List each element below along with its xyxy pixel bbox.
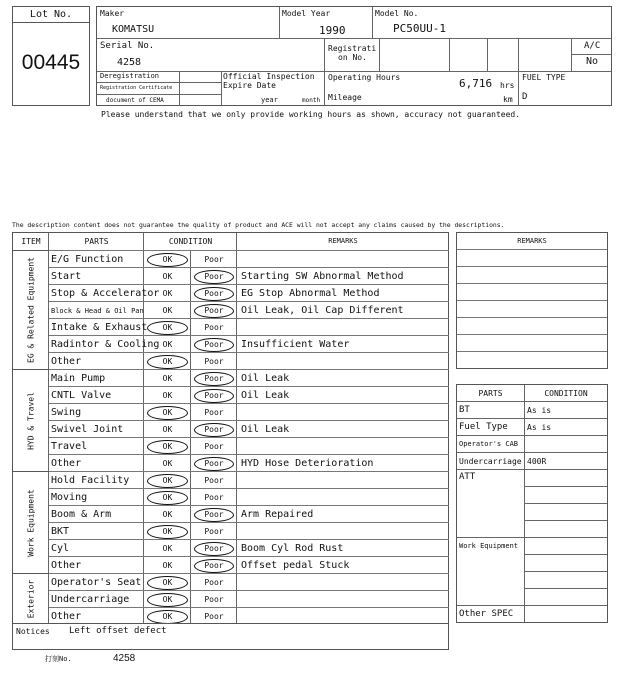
mileage-label: Mileage bbox=[328, 93, 362, 102]
condition-ok bbox=[144, 353, 191, 370]
ok-label: OK bbox=[162, 306, 173, 315]
registration-label-1: Registrati bbox=[328, 44, 377, 53]
condition-poor bbox=[191, 489, 237, 506]
selected-circle bbox=[194, 542, 234, 556]
condition-poor bbox=[191, 251, 237, 268]
selected-circle bbox=[147, 491, 188, 505]
poor-label: Poor bbox=[204, 374, 224, 383]
part-name: Hold Facility bbox=[51, 475, 130, 486]
table-row bbox=[49, 505, 449, 522]
stamp-label: 打刻No. bbox=[45, 655, 72, 663]
condition-poor bbox=[191, 302, 237, 319]
condition-ok bbox=[144, 387, 191, 404]
part-name: Swivel Joint bbox=[51, 424, 124, 435]
lot-box bbox=[12, 6, 90, 106]
ok-label: OK bbox=[162, 289, 173, 298]
lot-label-cell bbox=[13, 7, 89, 23]
condition-ok bbox=[144, 489, 191, 506]
cema-document-label: document of CEMA bbox=[106, 97, 164, 104]
stamp-value: 4258 bbox=[113, 653, 136, 664]
poor-label: Poor bbox=[204, 306, 224, 315]
month-label: month bbox=[302, 97, 321, 104]
item-group bbox=[13, 250, 49, 369]
condition-ok bbox=[144, 302, 191, 319]
condition-poor bbox=[191, 268, 237, 285]
ok-label: OK bbox=[162, 374, 173, 383]
table-row bbox=[49, 556, 449, 573]
part-name: Undercarriage bbox=[51, 594, 130, 605]
ok-label: OK bbox=[162, 493, 173, 502]
equipment-part-other-spec: Other SPEC bbox=[459, 609, 514, 619]
condition-poor bbox=[191, 540, 237, 557]
condition-ok bbox=[144, 540, 191, 557]
part-name: Other bbox=[51, 560, 82, 571]
poor-label: Poor bbox=[204, 595, 224, 604]
table-row bbox=[49, 454, 449, 471]
selected-circle bbox=[194, 372, 234, 386]
inspection-label-2: Expire Date bbox=[223, 81, 276, 90]
part-name: Other bbox=[51, 356, 82, 367]
poor-label: Poor bbox=[204, 255, 224, 264]
table-row bbox=[49, 267, 449, 284]
condition-ok bbox=[144, 251, 191, 268]
item-group bbox=[13, 573, 49, 624]
condition-ok bbox=[144, 591, 191, 608]
part-name: Operator's Seat bbox=[51, 577, 142, 588]
poor-label: Poor bbox=[204, 544, 224, 553]
fuel-type-label: FUEL TYPE bbox=[522, 73, 566, 82]
part-name: E/G Function bbox=[51, 254, 124, 265]
poor-label: Poor bbox=[204, 476, 224, 485]
equipment-table bbox=[456, 384, 608, 623]
condition-poor bbox=[191, 285, 237, 302]
table-row bbox=[49, 318, 449, 335]
ok-label: OK bbox=[162, 612, 173, 621]
notices-box bbox=[12, 623, 449, 650]
condition-poor bbox=[191, 336, 237, 353]
equipment-condition-fuel-type: As is bbox=[527, 423, 552, 432]
table-row bbox=[49, 335, 449, 352]
selected-circle bbox=[194, 423, 234, 437]
part-name: Radintor & Cooling bbox=[51, 339, 160, 350]
condition-poor bbox=[191, 438, 237, 455]
selected-circle bbox=[194, 389, 234, 403]
poor-label: Poor bbox=[204, 357, 224, 366]
poor-label: Poor bbox=[204, 408, 224, 417]
selected-circle bbox=[194, 457, 234, 471]
part-name: Travel bbox=[51, 441, 88, 452]
poor-label: Poor bbox=[204, 272, 224, 281]
condition-poor bbox=[191, 523, 237, 540]
model-year-label: Model Year bbox=[282, 9, 331, 18]
condition-ok bbox=[144, 523, 191, 540]
registration-label-2: on No. bbox=[338, 53, 367, 62]
header-condition: CONDITION bbox=[168, 237, 213, 246]
selected-circle bbox=[194, 270, 234, 284]
part-name: Swing bbox=[51, 407, 82, 418]
condition-ok bbox=[144, 455, 191, 472]
condition-poor bbox=[191, 574, 237, 591]
condition-poor bbox=[191, 421, 237, 438]
ok-label: OK bbox=[162, 408, 173, 417]
maker-label: Maker bbox=[100, 9, 125, 18]
part-name: CNTL Valve bbox=[51, 390, 112, 401]
table-row bbox=[49, 403, 449, 420]
operating-hours-value: 6,716 bbox=[459, 77, 493, 90]
table-row bbox=[49, 352, 449, 369]
part-name: Cyl bbox=[51, 543, 70, 554]
selected-circle bbox=[147, 355, 188, 369]
km-unit: km bbox=[503, 95, 513, 104]
table-row bbox=[49, 386, 449, 403]
selected-circle bbox=[147, 253, 188, 267]
hours-notice: Please understand that we only provide working hours as shown, accuracy not guaranteed. bbox=[101, 110, 521, 119]
condition-ok bbox=[144, 421, 191, 438]
ok-label: OK bbox=[162, 442, 173, 451]
condition-ok bbox=[144, 574, 191, 591]
selected-circle bbox=[147, 610, 188, 624]
selected-circle bbox=[194, 304, 234, 318]
additional-remarks-box bbox=[456, 232, 608, 369]
ok-label: OK bbox=[162, 255, 173, 264]
table-row bbox=[49, 522, 449, 539]
selected-circle bbox=[147, 474, 188, 488]
ok-label: OK bbox=[162, 595, 173, 604]
condition-ok bbox=[144, 336, 191, 353]
selected-circle bbox=[194, 508, 234, 522]
serial-value: 4258 bbox=[117, 57, 142, 68]
item-group bbox=[13, 369, 49, 471]
part-name: Other bbox=[51, 611, 82, 622]
ok-label: OK bbox=[162, 510, 173, 519]
item-group bbox=[13, 471, 49, 573]
item-group-label: EG & Related Equipment bbox=[26, 257, 36, 363]
ok-label: OK bbox=[162, 476, 173, 485]
ok-label: OK bbox=[162, 340, 173, 349]
inspection-table-header bbox=[13, 233, 448, 250]
row-remarks: Oil Leak bbox=[241, 373, 290, 384]
inspection-table bbox=[12, 232, 449, 624]
notices-label: Notices bbox=[16, 627, 50, 636]
part-name: BKT bbox=[51, 526, 70, 537]
table-row bbox=[49, 539, 449, 556]
selected-circle bbox=[147, 593, 188, 607]
condition-ok bbox=[144, 438, 191, 455]
poor-label: Poor bbox=[204, 578, 224, 587]
condition-poor bbox=[191, 370, 237, 387]
condition-ok bbox=[144, 370, 191, 387]
row-remarks: HYD Hose Deterioration bbox=[241, 458, 374, 469]
ok-label: OK bbox=[162, 578, 173, 587]
condition-poor bbox=[191, 404, 237, 421]
additional-remarks-header: REMARKS bbox=[517, 237, 547, 245]
table-row bbox=[49, 284, 449, 301]
condition-poor bbox=[191, 557, 237, 574]
selected-circle bbox=[194, 338, 234, 352]
selected-circle bbox=[147, 406, 188, 420]
table-row bbox=[49, 437, 449, 454]
ok-label: OK bbox=[162, 459, 173, 468]
table-row bbox=[49, 420, 449, 437]
equipment-header-condition: CONDITION bbox=[544, 389, 588, 398]
poor-label: Poor bbox=[204, 493, 224, 502]
condition-poor bbox=[191, 506, 237, 523]
ok-label: OK bbox=[162, 561, 173, 570]
poor-label: Poor bbox=[204, 510, 224, 519]
condition-poor bbox=[191, 353, 237, 370]
table-row bbox=[49, 573, 449, 590]
part-name: Boom & Arm bbox=[51, 509, 112, 520]
vehicle-info-box bbox=[96, 6, 612, 106]
part-name: Moving bbox=[51, 492, 88, 503]
condition-ok bbox=[144, 285, 191, 302]
lot-label: Lot No. bbox=[29, 9, 73, 20]
equipment-part-undercarriage: Undercarriage bbox=[459, 457, 522, 466]
poor-label: Poor bbox=[204, 289, 224, 298]
poor-label: Poor bbox=[204, 442, 224, 451]
condition-poor bbox=[191, 455, 237, 472]
equipment-part-att: ATT bbox=[459, 472, 476, 482]
equipment-condition-undercarriage: 400R bbox=[527, 457, 547, 466]
table-row bbox=[49, 607, 449, 624]
poor-label: Poor bbox=[204, 459, 224, 468]
ac-label: A/C bbox=[584, 41, 601, 51]
condition-ok bbox=[144, 557, 191, 574]
equipment-part-fuel-type: Fuel Type bbox=[459, 422, 508, 432]
poor-label: Poor bbox=[204, 391, 224, 400]
fuel-type-value: D bbox=[522, 92, 528, 102]
row-remarks: Oil Leak bbox=[241, 424, 290, 435]
selected-circle bbox=[147, 576, 188, 590]
header-item: ITEM bbox=[21, 237, 41, 246]
condition-poor bbox=[191, 387, 237, 404]
condition-ok bbox=[144, 472, 191, 489]
table-row bbox=[49, 471, 449, 488]
part-name: Block & Head & Oil Pan bbox=[51, 307, 144, 315]
table-row bbox=[49, 590, 449, 607]
poor-label: Poor bbox=[204, 425, 224, 434]
header-parts: PARTS bbox=[84, 237, 109, 246]
hrs-unit: hrs bbox=[500, 81, 515, 90]
inspection-label-1: Official Inspection bbox=[223, 72, 315, 81]
disclaimer: The description content does not guarantee the quality of product and ACE will not accept any claims caused by the descriptions. bbox=[12, 221, 505, 229]
year-label: year bbox=[261, 96, 278, 104]
selected-circle bbox=[147, 440, 188, 454]
part-name: Other bbox=[51, 458, 82, 469]
item-group-label: HYD & Travel bbox=[26, 391, 36, 450]
item-group-label: Exterior bbox=[26, 579, 36, 619]
condition-poor bbox=[191, 319, 237, 336]
table-row bbox=[49, 301, 449, 318]
ac-value: No bbox=[586, 56, 599, 67]
selected-circle bbox=[147, 321, 188, 335]
equipment-part-operators-cab: Operator's CAB bbox=[459, 440, 519, 448]
model-no-value: PC50UU-1 bbox=[393, 22, 446, 35]
row-remarks: Insufficient Water bbox=[241, 339, 350, 350]
row-remarks: Starting SW Abnormal Method bbox=[241, 271, 404, 282]
operating-hours-label: Operating Hours bbox=[328, 73, 401, 82]
condition-ok bbox=[144, 404, 191, 421]
part-name: Main Pump bbox=[51, 373, 106, 384]
item-group-label: Work Equipment bbox=[26, 488, 36, 557]
ok-label: OK bbox=[162, 391, 173, 400]
part-name: Start bbox=[51, 271, 82, 282]
part-name: Stop & Accelerator bbox=[51, 288, 160, 299]
lot-number: 00445 bbox=[21, 51, 81, 74]
row-remarks: Boom Cyl Rod Rust bbox=[241, 543, 344, 554]
condition-ok bbox=[144, 268, 191, 285]
ok-label: OK bbox=[162, 544, 173, 553]
equipment-condition-bt: As is bbox=[527, 406, 552, 415]
selected-circle bbox=[147, 525, 188, 539]
notices-value: Left offset defect bbox=[69, 626, 167, 636]
condition-ok bbox=[144, 506, 191, 523]
ok-label: OK bbox=[162, 323, 173, 332]
maker-value: KOMATSU bbox=[112, 24, 155, 35]
poor-label: Poor bbox=[204, 561, 224, 570]
row-remarks: EG Stop Abnormal Method bbox=[241, 288, 380, 299]
ok-label: OK bbox=[162, 425, 173, 434]
ok-label: OK bbox=[162, 527, 173, 536]
poor-label: Poor bbox=[204, 527, 224, 536]
part-name: Intake & Exhaust bbox=[51, 322, 148, 333]
row-remarks: Arm Repaired bbox=[241, 509, 314, 520]
header-remarks: REMARKS bbox=[328, 237, 358, 245]
selected-circle bbox=[194, 559, 234, 573]
model-year-value: 1990 bbox=[319, 24, 346, 37]
table-row bbox=[49, 250, 449, 267]
table-row bbox=[49, 488, 449, 505]
row-remarks: Oil Leak bbox=[241, 390, 290, 401]
condition-poor bbox=[191, 472, 237, 489]
table-row bbox=[49, 369, 449, 386]
poor-label: Poor bbox=[204, 612, 224, 621]
condition-poor bbox=[191, 591, 237, 608]
row-remarks: Offset pedal Stuck bbox=[241, 560, 350, 571]
serial-label: Serial No. bbox=[100, 41, 155, 51]
poor-label: Poor bbox=[204, 340, 224, 349]
equipment-part-work-equipment: Work Equipment bbox=[459, 542, 519, 550]
row-remarks: Oil Leak, Oil Cap Different bbox=[241, 305, 404, 316]
poor-label: Poor bbox=[204, 323, 224, 332]
model-no-label: Model No. bbox=[375, 9, 419, 18]
equipment-header-parts: PARTS bbox=[478, 389, 503, 398]
equipment-part-bt: BT bbox=[459, 405, 470, 415]
ok-label: OK bbox=[162, 272, 173, 281]
selected-circle bbox=[194, 287, 234, 301]
ok-label: OK bbox=[162, 357, 173, 366]
deregistration-label: Deregistration bbox=[100, 72, 160, 80]
condition-ok bbox=[144, 319, 191, 336]
registration-certificate-label: Registration Certificate bbox=[100, 85, 173, 91]
